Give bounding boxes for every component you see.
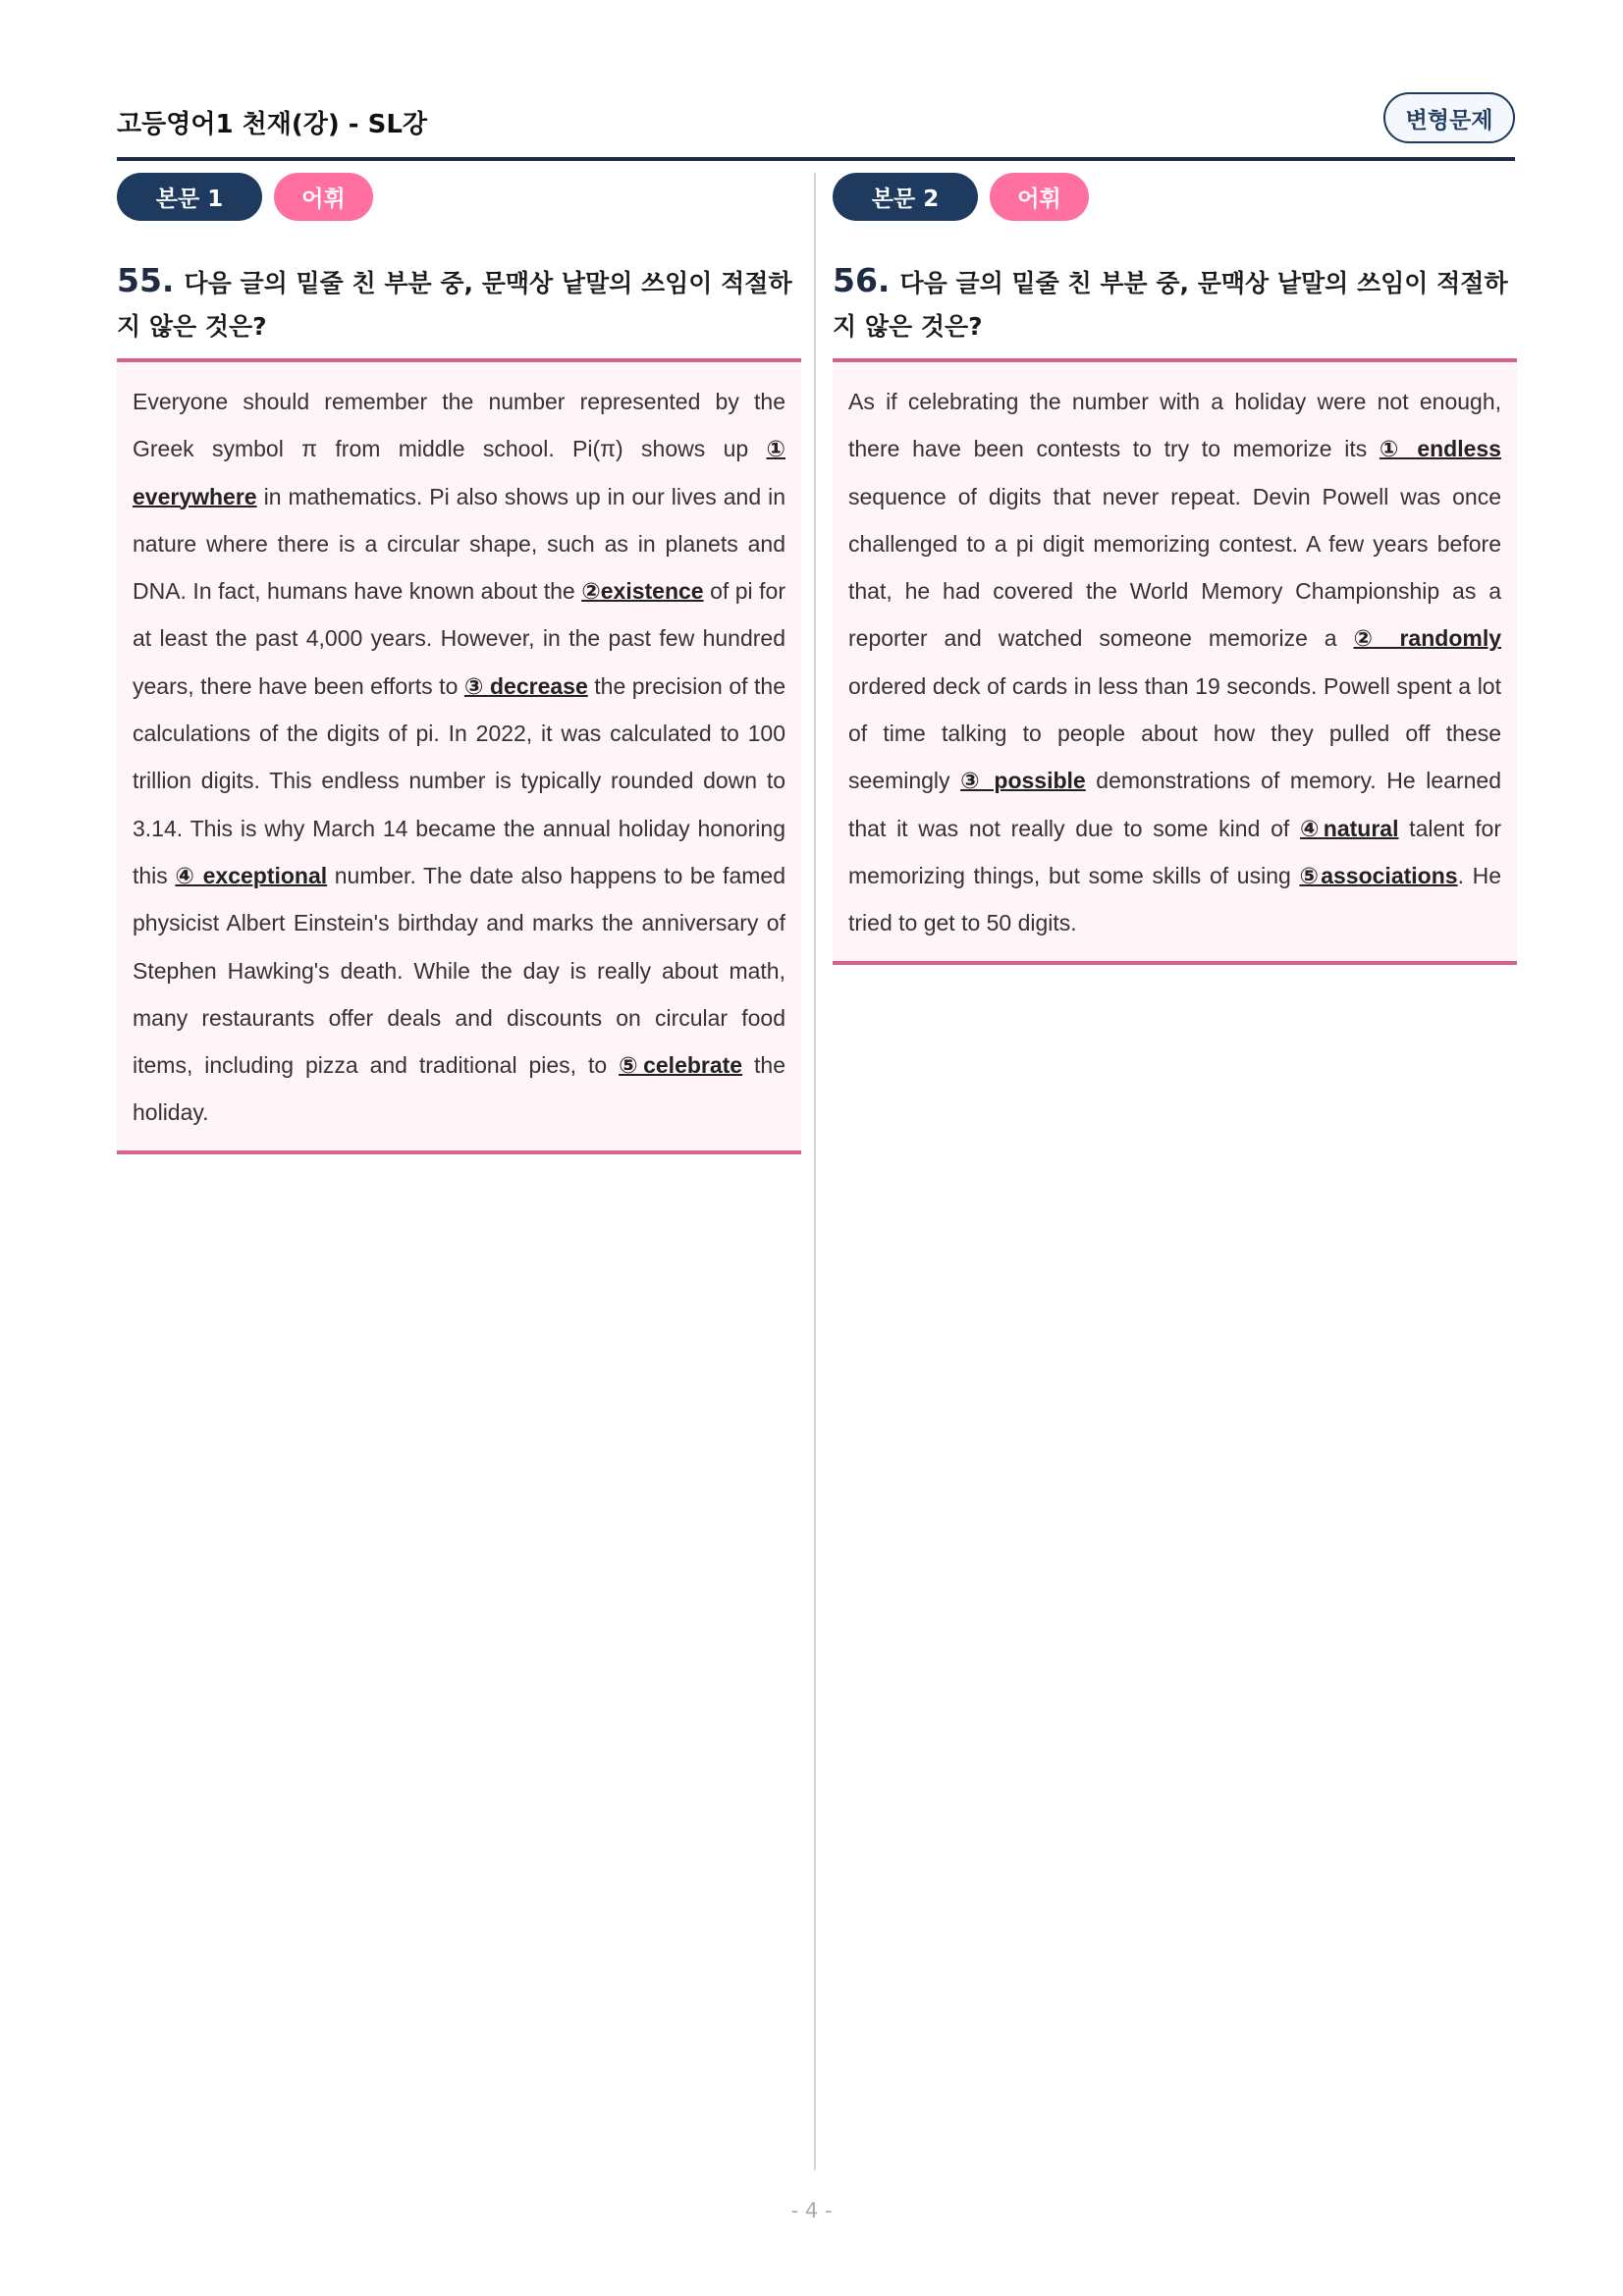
passage-text: Everyone should remember the number represented by the Greek symbol π from middle school. Pi(π) shows up	[133, 389, 785, 462]
question-number: 56.	[833, 261, 891, 299]
page-header	[117, 90, 1515, 161]
question-text: 다음 글의 밑줄 친 부분 중, 문맥상 낱말의 쓰임이 적절하지 않은 것은?	[117, 269, 792, 341]
question-text: 다음 글의 밑줄 친 부분 중, 문맥상 낱말의 쓰임이 적절하지 않은 것은?	[833, 269, 1508, 341]
question-column-1	[117, 173, 801, 1154]
passage-text: of pi for at least the past 4,000 years. However, in the past few hundred years, there have been efforts to	[133, 578, 785, 699]
passage-text: As if celebrating the number with a holiday were not enough, there have been contests to try to memorize its	[848, 389, 1501, 462]
passage-tag: 본문 2	[833, 173, 978, 221]
underlined-choice-3: ③ decrease	[463, 672, 588, 699]
underlined-choice-4: ④natural	[1299, 815, 1399, 841]
question-prompt	[117, 259, 801, 362]
passage-text: the precision of the calculations of the digits of pi. In 2022, it was calculated to 100 trillion digits. This endless number is typically rounded down to 3.14. This is why March 14 became the annual holiday honoring this	[133, 672, 785, 888]
column-divider	[814, 173, 816, 2170]
passage-tag: 본문 1	[117, 173, 262, 221]
passage-text: talent for memorizing things, but some skills of using	[848, 815, 1501, 888]
vocab-tag: 어휘	[274, 173, 373, 221]
underlined-choice-3: ③ possible	[960, 768, 1086, 794]
underlined-choice-1: ① everywhere	[133, 436, 785, 509]
tag-row	[833, 173, 1517, 222]
tag-row	[117, 173, 801, 222]
passage-text: demonstrations of memory. He learned that it was not really due to some kind of	[848, 768, 1501, 841]
passage-text: ordered deck of cards in less than 19 seconds. Powell spent a lot of time talking to people about how they pulled off these seemingly	[848, 672, 1501, 794]
passage-text: number. The date also happens to be famed physicist Albert Einstein's birthday and marks the anniversary of Stephen Hawking's death. While the day is really about math, many restaurants offer deals and discounts on circular food items, including pizza and traditional pies, to	[133, 862, 785, 1079]
underlined-choice-5: ⑤celebrate	[619, 1052, 743, 1079]
question-column-2	[833, 173, 1517, 965]
underlined-choice-2: ②existence	[581, 578, 704, 605]
variant-badge: 변형문제	[1383, 92, 1515, 143]
page-number: - 4 -	[790, 2199, 833, 2222]
vocab-tag: 어휘	[990, 173, 1089, 221]
passage-text: sequence of digits that never repeat. Devin Powell was once challenged to a pi digit memorizing contest. A few years before that, he had covered the World Memory Championship as a reporter and watched someone memorize a	[848, 483, 1501, 652]
document-title: 고등영어1 천재(강) - SL강	[117, 110, 428, 139]
passage-box	[833, 362, 1517, 965]
question-number: 55.	[117, 261, 175, 299]
underlined-choice-2: ② randomly	[1353, 625, 1501, 652]
underlined-choice-4: ④ exceptional	[175, 862, 328, 888]
underlined-choice-5: ⑤associations	[1299, 862, 1458, 888]
passage-box	[117, 362, 801, 1154]
underlined-choice-1: ① endless	[1379, 436, 1501, 462]
passage-text: . He tried to get to 50 digits.	[848, 862, 1502, 936]
passage-text: the holiday.	[133, 1052, 785, 1126]
passage-text: in mathematics. Pi also shows up in our lives and in nature where there is a circular shape, such as in planets and DNA. In fact, humans have known about the	[133, 483, 785, 605]
question-prompt	[833, 259, 1517, 362]
